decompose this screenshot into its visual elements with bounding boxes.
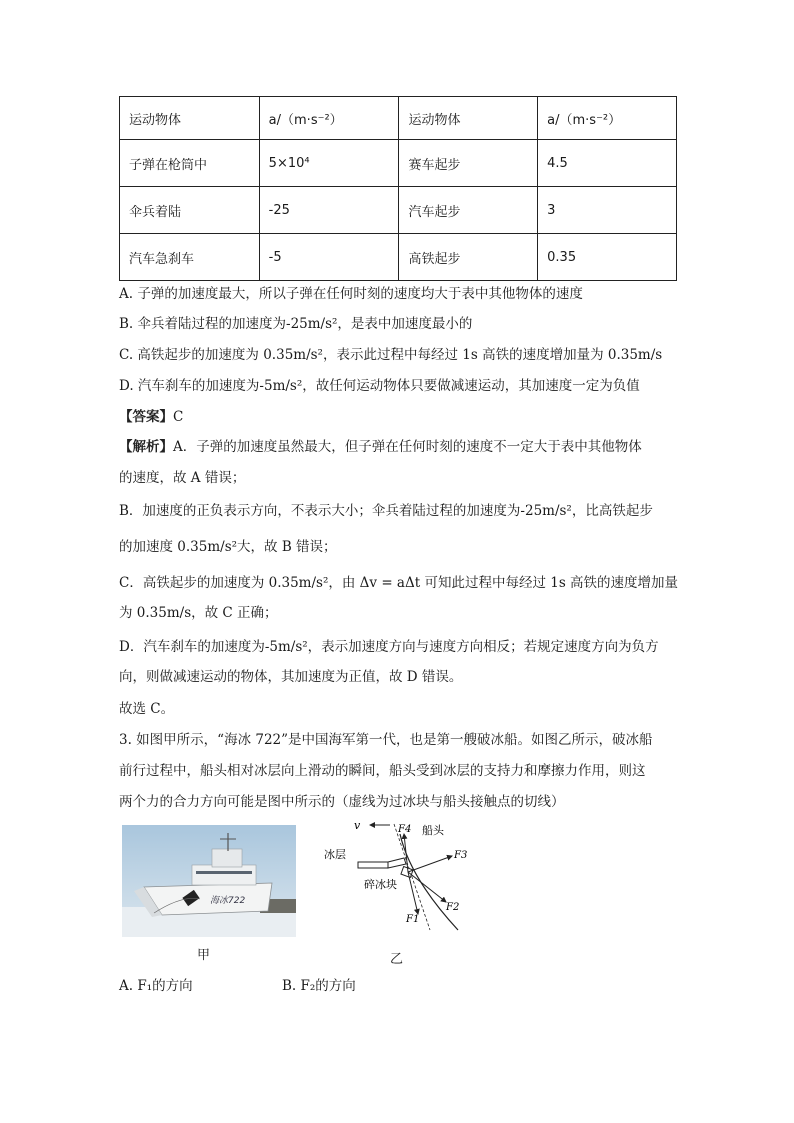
analysis-d-line1: D．汽车刹车的加速度为-5m/s²，表示加速度方向与速度方向相反；若规定速度方向为负方 (119, 639, 659, 655)
analysis-d-line2: 向，则做减速运动的物体，其加速度为正值，故 D 错误。 (119, 669, 463, 685)
table-cell: 赛车起步 (399, 140, 538, 187)
analysis-b-line1: B．加速度的正负表示方向，不表示大小；伞兵着陆过程的加速度为-25m/s²，比高铁起步 (119, 503, 653, 519)
header-cell: 运动物体 (399, 97, 538, 140)
analysis-c-line1: C．高铁起步的加速度为 0.35m/s²，由 Δv = aΔt 可知此过程中每经过 1s 高铁的速度增加量 (119, 575, 679, 591)
table-cell: 子弹在枪筒中 (120, 140, 260, 187)
option-b: B. 伞兵着陆过程的加速度为-25m/s²，是表中加速度最小的 (119, 316, 473, 332)
option-d: D. 汽车刹车的加速度为-5m/s²，故任何运动物体只要做减速运动，其加速度一定为负值 (119, 378, 640, 394)
table-row (120, 140, 677, 187)
table-row (120, 187, 677, 234)
analysis-a-line2: 的速度，故 A 错误； (119, 470, 246, 486)
analysis-b-line2: 的加速度 0.35m/s²大，故 B 错误； (119, 539, 337, 555)
table-cell: 5×10⁴ (259, 140, 399, 187)
label-f3: F3 (454, 850, 468, 861)
conclusion: 故选 C。 (119, 701, 175, 717)
q3-option-a: A. F₁的方向 (119, 978, 193, 994)
answer-value: C (173, 409, 184, 425)
answer-label: 【答案】 (119, 409, 173, 425)
option-a: A. 子弹的加速度最大，所以子弹在任何时刻的速度均大于表中其他物体的速度 (119, 286, 583, 302)
acceleration-table (119, 96, 677, 281)
table-header-row (120, 97, 677, 140)
table-cell: -5 (259, 234, 399, 281)
table-cell: 汽车急刹车 (120, 234, 260, 281)
caption-yi: 乙 (390, 952, 404, 967)
q3-stem-line2: 前行过程中，船头相对冰层向上滑动的瞬间，船头受到冰层的支持力和摩擦力作用，则这 (119, 763, 646, 779)
q3-stem-line1: 3. 如图甲所示，“海冰 722”是中国海军第一代，也是第一艘破冰船。如图乙所示，破冰船 (119, 732, 653, 748)
ship-hull-text: 海冰722 (210, 896, 246, 906)
header-cell: a/（m·s⁻²） (538, 97, 677, 140)
answer-line (119, 407, 183, 427)
q3-option-b: B. F₂的方向 (282, 978, 356, 994)
table-cell: 汽车起步 (399, 187, 538, 234)
analysis-c-line2: 为 0.35m/s，故 C 正确； (119, 605, 278, 621)
header-cell: a/（m·s⁻²） (259, 97, 399, 140)
header-cell: 运动物体 (120, 97, 260, 140)
table-cell: 伞兵着陆 (120, 187, 260, 234)
label-v: v (354, 819, 361, 832)
table-row (120, 234, 677, 281)
analysis-a-line1 (119, 437, 642, 457)
label-f4: F4 (398, 824, 412, 835)
label-bow: 船头 (422, 824, 444, 837)
table-cell: -25 (259, 187, 399, 234)
option-c: C. 高铁起步的加速度为 0.35m/s²，表示此过程中每经过 1s 高铁的速度增加量为 0.35m/s (119, 347, 663, 363)
table-cell: 3 (538, 187, 677, 234)
caption-jia: 甲 (197, 948, 211, 963)
table-cell: 4.5 (538, 140, 677, 187)
q3-stem-line3: 两个力的合力方向可能是图中所示的（虚线为过冰块与船头接触点的切线） (119, 794, 565, 810)
table-cell: 0.35 (538, 234, 677, 281)
force-diagram (318, 818, 478, 938)
icebreaker-photo (122, 825, 296, 937)
label-f2: F2 (446, 902, 460, 913)
label-f1: F1 (406, 914, 420, 925)
analysis-label: 【解析】 (119, 439, 173, 455)
analysis-a-text: A．子弹的加速度虽然最大，但子弹在任何时刻的速度不一定大于表中其他物体 (173, 439, 642, 455)
label-broken-ice: 碎冰块 (364, 878, 397, 891)
table-cell: 高铁起步 (399, 234, 538, 281)
label-ice-layer: 冰层 (324, 848, 346, 861)
